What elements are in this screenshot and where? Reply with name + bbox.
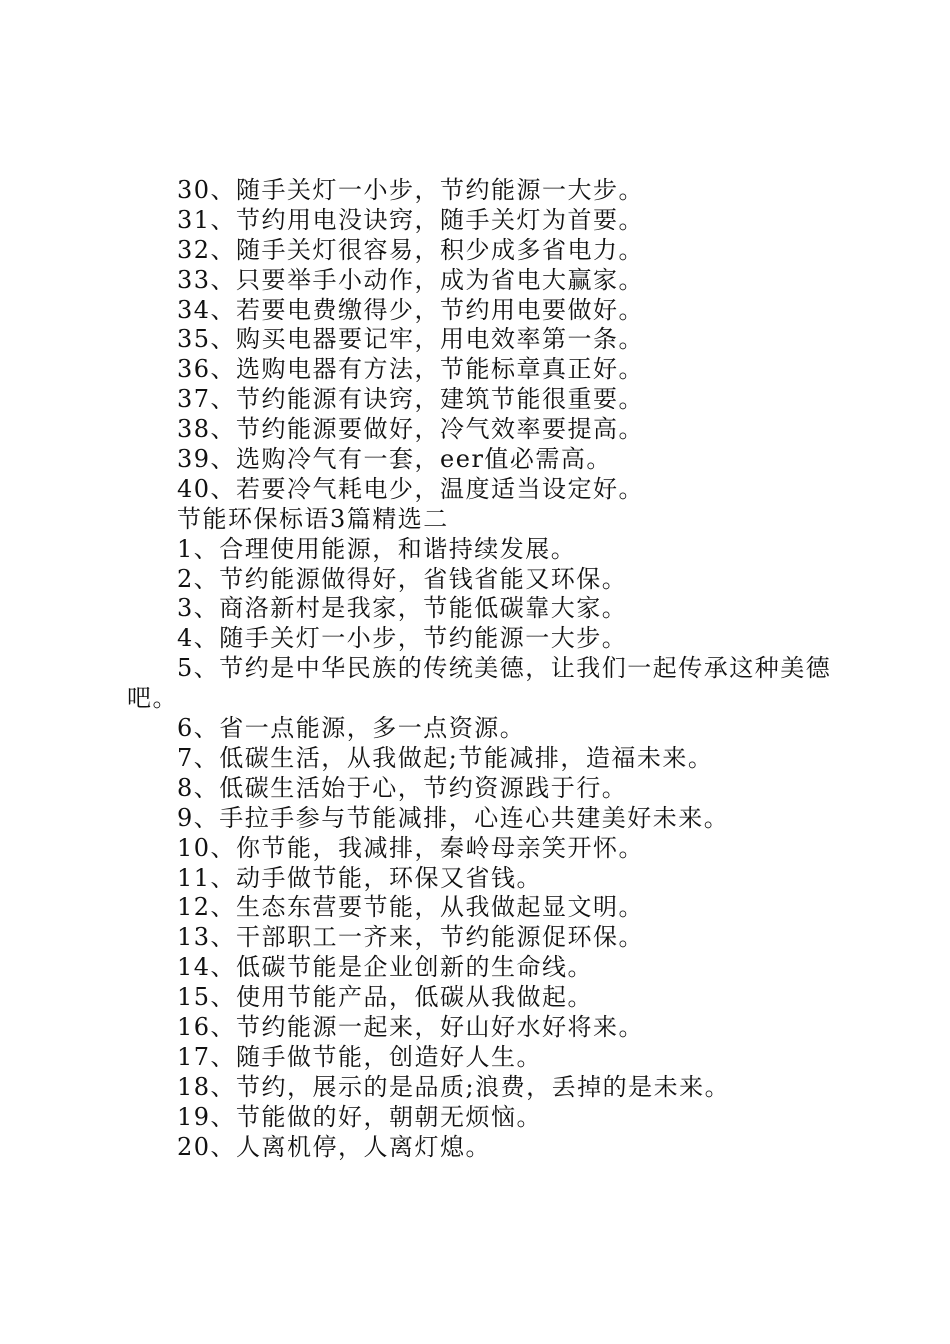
slogan-line: 19、节能做的好，朝朝无烦恼。 — [177, 1102, 543, 1131]
slogan-line: 8、低碳生活始于心，节约资源践于行。 — [177, 773, 628, 802]
slogan-line: 33、只要举手小动作，成为省电大赢家。 — [177, 265, 645, 294]
slogan-line: 14、低碳节能是企业创新的生命线。 — [177, 953, 594, 982]
slogan-line: 16、节约能源一起来，好山好水好将来。 — [177, 1012, 645, 1041]
slogan-line: 12、生态东营要节能，从我做起显文明。 — [177, 893, 645, 922]
slogan-line-wrapped: 5、节约是中华民族的传统美德，让我们一起传承这种美德吧。 — [127, 654, 832, 713]
slogan-line: 36、选购电器有方法，节能标章真正好。 — [177, 355, 645, 384]
slogan-line: 11、动手做节能，环保又省钱。 — [177, 863, 543, 892]
slogan-line: 6、省一点能源，多一点资源。 — [177, 714, 526, 743]
slogan-line: 2、节约能源做得好，省钱省能又环保。 — [177, 564, 628, 593]
slogan-line: 9、手拉手参与节能减排，心连心共建美好未来。 — [177, 803, 730, 832]
slogan-line: 40、若要冷气耗电少，温度适当设定好。 — [177, 474, 645, 503]
slogan-line: 34、若要电费缴得少，节约用电要做好。 — [177, 295, 645, 324]
slogan-line: 32、随手关灯很容易，积少成多省电力。 — [177, 235, 645, 264]
slogan-line: 10、你节能，我减排，秦岭母亲笑开怀。 — [177, 833, 645, 862]
document-body — [127, 176, 847, 1162]
slogan-line: 1、合理使用能源，和谐持续发展。 — [177, 534, 577, 563]
slogan-line: 18、节约，展示的是品质;浪费，丢掉的是未来。 — [177, 1072, 731, 1101]
slogan-line: 37、节约能源有诀窍，建筑节能很重要。 — [177, 385, 645, 414]
slogan-line: 15、使用节能产品，低碳从我做起。 — [177, 983, 594, 1012]
slogan-line: 38、节约能源要做好，冷气效率要提高。 — [177, 415, 645, 444]
slogan-line: 30、随手关灯一小步，节约能源一大步。 — [177, 176, 645, 204]
slogan-line: 39、选购冷气有一套，eer值必需高。 — [177, 445, 612, 474]
slogan-line: 35、购买电器要记牢，用电效率第一条。 — [177, 325, 645, 354]
slogan-line: 4、随手关灯一小步，节约能源一大步。 — [177, 624, 628, 653]
slogan-line: 13、干部职工一齐来，节约能源促环保。 — [177, 923, 645, 952]
slogan-line: 31、节约用电没诀窍，随手关灯为首要。 — [177, 205, 645, 234]
section-heading: 节能环保标语3篇精选二 — [177, 504, 449, 533]
slogan-line: 17、随手做节能，创造好人生。 — [177, 1042, 543, 1071]
slogan-line: 20、人离机停，人离灯熄。 — [177, 1132, 492, 1161]
slogan-line: 3、商洛新村是我家，节能低碳靠大家。 — [177, 594, 628, 623]
slogan-line: 7、低碳生活，从我做起;节能减排，造福未来。 — [177, 743, 714, 772]
